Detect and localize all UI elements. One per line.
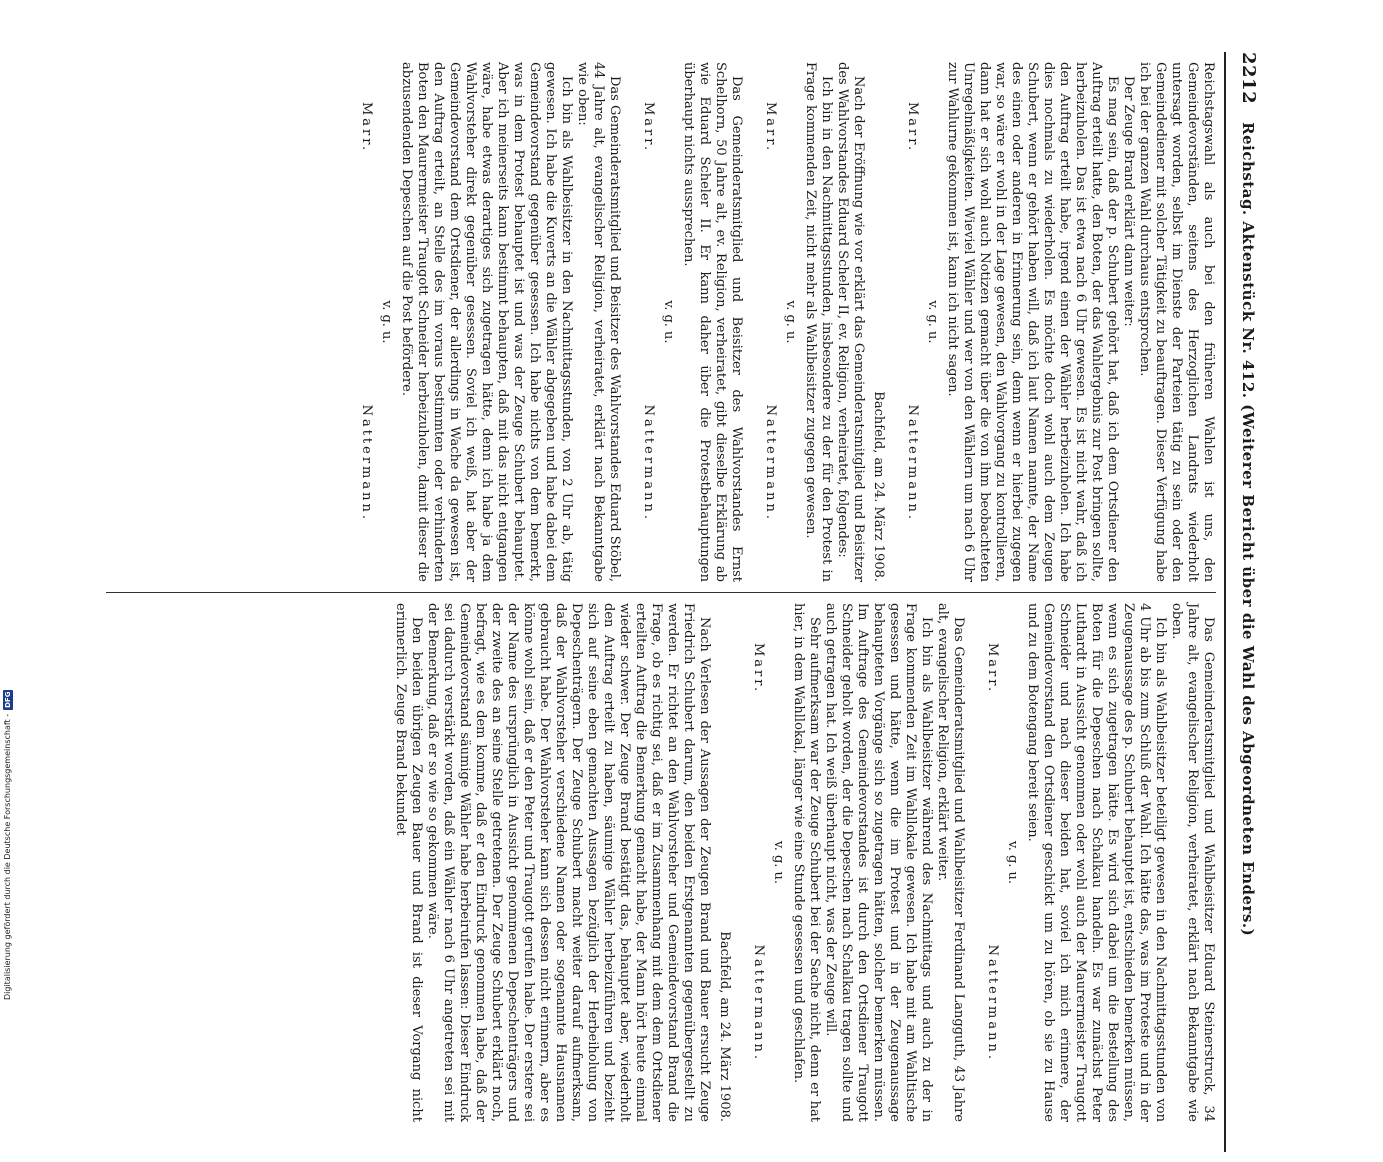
- signature-left: Marr.: [763, 102, 778, 154]
- signature-line: [750, 603, 766, 1122]
- paragraph: Ich bin als Wahlbeisitzer beteiligt gewesen in den Nachmittagsstunden von 4 Uhr ab bis zum Schluß der Wahl. Ich hätte das, was im Proteste und in der Zeugenaussage des p. Schubert behauptet ist, entschieden bemerken müssen, wenn es sich zugetragen hätte. Es wird sich dabei um die Bestellung des Boten für die Depeschen nach Schalkau handeln. Es war zunächst Peter Luthardt in Aussicht genommen oder wohl auch der Maurermeister Traugott Schneider und nach dieser beiden hat, soviel ich mich erinnere, der Gemeindevorstand den Ortsdiener geschickt um zu hören, ob sie zu Hause und zu dem Botengang bereit seien.: [1025, 603, 1168, 1122]
- signature-line: [984, 603, 1000, 1122]
- vgu-mark: v. g. u.: [783, 300, 798, 344]
- signature-line: [358, 62, 374, 582]
- paragraph: Ich bin als Wahlbeisitzer in den Nachmittagsstunden, von 2 Uhr ab, tätig gewesen. Ich habe die Kuverts an die Wähler abgegeben und habe dabei dem Gemeindevorstand gegenüber gesessen. Ich habe nichts von dem bemerkt, was in dem Protest behauptet ist und was der Zeuge Schubert behauptet. Aber ich meinerseits kann bestimmt behaupten, daß mit das nicht entgangen wäre, habe etwas derartiges sich zugetragen hätte, denn ich habe ja dem Wahlvorsteher direkt gegenüber gesessen. Soviel ich weiß, hat aber der Gemeindevorstand dem Ortsdiener, der allerdings in Wache da gewesen ist, den Auftrag erteilt, an Stelle des im voraus bestimmten oder verhinderten Boten den Maurermeister Traugott Schneider herbeizuholen, damit dieser die abzusendenden Depeschen auf die Post befördere.: [399, 62, 574, 582]
- paragraph: Das Gemeinderatsmitglied und Wahlbeisitzer Ferdinand Langguth, 43 Jahre alt, evangelischer Religion, erklärt weiter.: [935, 603, 966, 1122]
- signature-right: Nattermann.: [359, 404, 374, 522]
- paragraph: Nach Verlesen der Aussagen der Zeugen Brand und Bauer ersucht Zeuge Friedrich Schubert darum, den beiden Erstgenannten gegenübergestellt zu werden. Er richtet an den Wahlvorsteher und Gemeindevorstand Brand die Frage, ob es richtig sei, daß er im Zusammenhang mit dem dem Ortsdiener erteilten Auftrag die Bemerkung gemacht habe, der Mann hört heute einmal wieder schwer. Der Zeuge Brand bestätigt das, behauptet aber, wiederholt den Auftrag erteilt zu haben, säumige Wähler herbeizuführen und bezieht sich auf seine eben gemachten Aussagen bezüglich der Herbeiholung von Depeschenträgern. Der Zeuge Schubert macht weiter darauf aufmerksam, daß der Wahlvorsteher verschiedene Namen oder sogenannte Hausnamen gebraucht habe. Der Wahlvorsteher kann sich dessen nicht erinnern, aber es könne wohl sein, daß er den Peter und Traugott gerufen habe. Der erstere sei der Name des ursprünglich in Aussicht genommenen Depeschenträgers und der zweite des an seine Stelle getretenen. Der Zeuge Schubert erklärt noch, befragt, wie es dem komme, daß er den Eindruck genommen habe, daß der Gemeindevorstand säumige Wähler habe herbeirufen lassen: Dieser Eindruck sei dadurch verstärkt worden, daß ein Wähler nach 6 Uhr angetreten sei mit der Bemerkung, daß er so wie so gekommen wäre.: [425, 603, 712, 1122]
- signature-left: Marr.: [905, 102, 920, 154]
- signature-right: Nattermann.: [985, 944, 1000, 1062]
- running-head: [1224, 52, 1259, 1152]
- paragraph: Ich bin in den Nachmittagsstunden, insbesondere zu der für den Protest in Frage kommenden Zeit, nicht mehr als Wahlbeisitzer zugegen gewesen.: [803, 62, 834, 582]
- paragraph: Das Gemeinderatsmitglied und Beisitzer des Wahlvorstandes Eduard Stöbel, 44 Jahre alt, evangelischer Religion, verheiratet, erklärt nach Bekanntgabe wie oben:: [575, 62, 622, 582]
- paragraph: Der Zeuge Brand erklärt dann weiter:: [1121, 76, 1136, 327]
- credit-text: Digitalisierung gefördert durch die Deutsche Forschungsgemeinschaft -: [3, 713, 12, 1000]
- signature-right: Nattermann.: [763, 404, 778, 522]
- paragraph: Das Gemeinderatsmitglied und Wahlbeisitzer Eduard Steinerstruck, 34 Jahre alt, evangelischer Religion, verheiratet, erklärt nach Bekanntgabe wie oben.: [1169, 603, 1216, 1122]
- paragraph: Reichstagswahl als auch bei den früheren Wahlen ist uns, den Gemeindevorständen, seitens des Herzoglichen Landrats wiederholt untersagt worden, selbst im Dienste der Parteien tätig zu sein oder den Gemeindediener mit solcher Tätigkeit zu beauftragen. Dieser Verfügung habe ich bei der ganzen Wahl durchaus entsprochen.: [1137, 62, 1216, 582]
- paragraph: Das Gemeinderatsmitglied und Beisitzer des Wahlvorstandes Ernst Schelhorn, 50 Jahre alt, ev. Religion, verheiratet, gibt dieselbe Erklärung ab wie Eduard Scheler II. Er kann daher über die Protestbehauptungen überhaupt nichts aussprechen.: [681, 62, 744, 582]
- vgu-mark: v. g. u.: [1005, 840, 1020, 885]
- paragraph: Nach der Eröffnung wie vor erklärt das Gemeinderatsmitglied und Beisitzer des Wahlvorstandes Eduard Scheler II, ev. Religion, verheiratet, folgendes:: [835, 62, 866, 582]
- paragraph: Sehr aufmerksam war der Zeuge Schubert bei der Sache nicht, denn er hat hier, in dem Wahllokal, länger wie eine Stunde gesessen und geschlafen.: [791, 603, 822, 1122]
- signature-right: Nattermann.: [905, 404, 920, 522]
- left-column: [106, 52, 1216, 592]
- right-column: [106, 592, 1216, 1132]
- vgu-mark: v. g. u.: [661, 300, 676, 344]
- signature-line: [762, 62, 778, 582]
- digitization-credit: [2, 0, 14, 1000]
- signature-left: Marr.: [751, 643, 766, 695]
- vgu-mark: v. g. u.: [771, 840, 786, 885]
- signature-left: Marr.: [359, 102, 374, 154]
- header-title: Reichstag. Aktenstück Nr. 412. (Weiterer Bericht über die Wahl des Abgeordneten Enders.): [1239, 122, 1257, 937]
- vgu-mark: v. g. u.: [379, 300, 394, 344]
- vgu-mark: v. g. u.: [925, 300, 940, 344]
- place-date: Bachfeld, am 24. März 1908.: [717, 931, 732, 1122]
- paragraph: Den beiden übrigen Zeugen Bauer und Brand ist dieser Vorgang nicht erinnerlich. Zeuge Brand bekundet: [393, 603, 424, 1122]
- paragraph: Es mag sein, daß der p. Schubert gehört hat, daß ich dem Ortsdiener den Auftrag erteilt hatte, den Boten, der das Wahlergebnis zur Post bringen sollte, herbeizuholen. Das ist etwa nach 6 Uhr gewesen. Es ist nicht wahr, daß ich den Auftrag erteilt habe, irgend einen der Wähler herbeizuholen. Ich habe dies nochmals zu wiederholen. Es möchte doch wohl auch dem Zeugen Schubert, wenn er gehört haben will, daß ich laut Namen nannte, der Name des einen oder anderen in Erinnerung sein, denn wenn er hierbei zugegen war, so wäre er wohl in der Lage gewesen, den Wahlvorgang zu kontrollieren, dann hat er sich wohl auch Notizen gemacht über die von ihm beobachteten Unregelmäßigkeiten. Wieviel Wähler und wer von den Wählern um nach 6 Uhr zur Wahlurne gekommen ist, kann ich nicht sagen.: [945, 62, 1120, 582]
- place-date: Bachfeld, am 24. März 1908.: [871, 391, 886, 582]
- signature-line: [640, 62, 656, 582]
- signature-right: Nattermann.: [751, 944, 766, 1062]
- signature-left: Marr.: [641, 102, 656, 154]
- dfg-logo-icon: DFG: [4, 691, 12, 708]
- paragraph: Ich bin als Wahlbeisitzer während des Nachmittags und auch zu der in Frage kommenden Zeit im Wahllokale gewesen. Ich habe mit am Wahltische gesessen und hätte, wenn die im Protest und in der Zeugenaussage behaupteten Vorgänge sich so zugetragen hätten, solcher bemerken müssen. Im Auftrage des Gemeindevorstandes ist durch den Ortsdiener Traugott Schneider geholt worden, der die Depeschen nach Schalkau tragen sollte und auch getragen hat. Ich weiß überhaupt nicht, was der Zeuge will.: [823, 603, 934, 1122]
- signature-left: Marr.: [985, 643, 1000, 695]
- document-page: [100, 42, 1260, 1162]
- text-columns: [106, 52, 1216, 1152]
- signature-right: Nattermann.: [641, 404, 656, 522]
- page-number: 2212: [1238, 52, 1259, 105]
- signature-line: [904, 62, 920, 582]
